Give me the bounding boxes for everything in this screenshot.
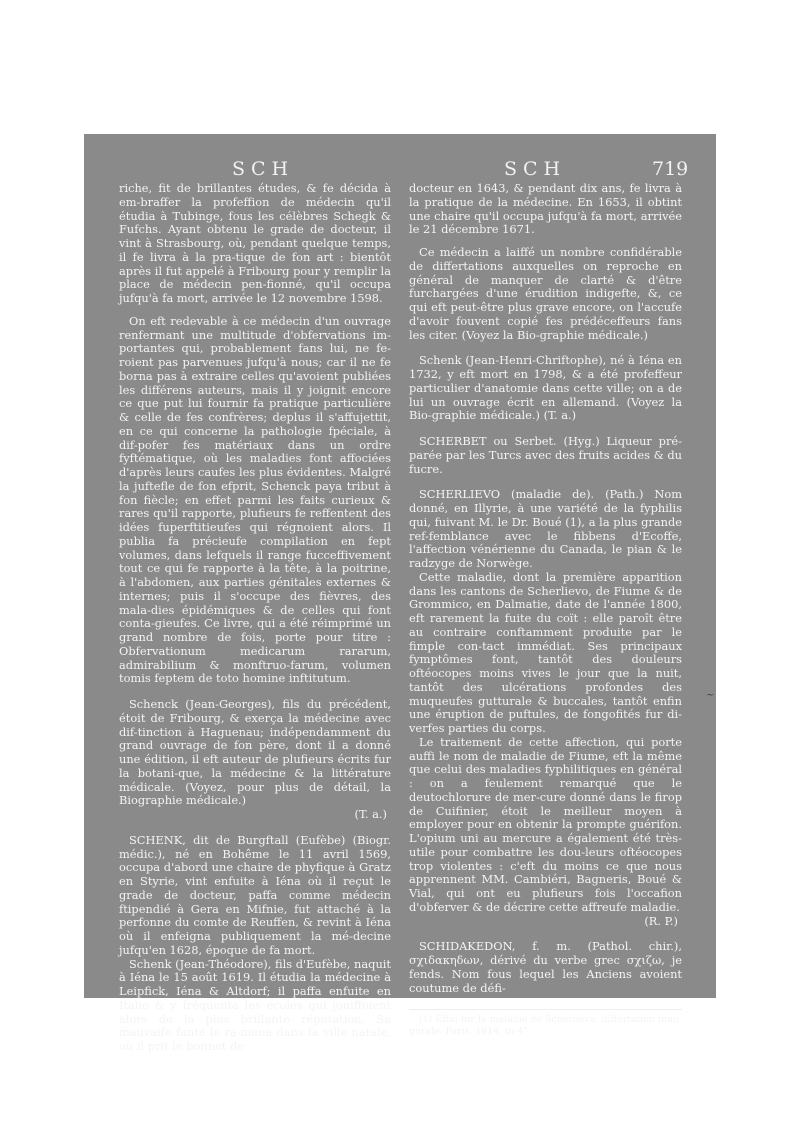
signature: (R. P.) <box>644 913 678 928</box>
entry-schenk-jean-henri: Schenk (Jean-Henri-Chriftophe), né à Iéna en 1732, y eft mort en 1798, & a été profeffeur particulier d'anatomie dans cette ville; on a de lui un ouvrage écrit en allemand. (Voyez la Bio-graphie médicale.) (T. a.) <box>409 353 682 423</box>
entry-scherbet: SCHERBET ou Serbet. (Hyg.) Liqueur pré-parée par les Turcs avec des fruits acides & du fucre. <box>409 434 682 476</box>
right-column <box>409 182 682 1047</box>
footnote-rule <box>409 1009 682 1010</box>
entry-schenk-eusebe: SCHENK, dit de Burgftall (Eufèbe) (Biogr. médic.), né en Bohême le 11 avril 1569, occupa d'abord une chaire de phyfique à Gratz en Styrie, vint enfuite à Iéna où il reçut le grade de docteur, paffa comme médecin ftipendié à Gera en Mifnie, fut attaché à la perfonne du comte de Reuffen, & revint à Iéna où il enfeigna publiquement la mé-decine jufqu'en 1628, époque de fa mort. <box>119 832 391 957</box>
left-column <box>119 182 391 1054</box>
footnote: (1) Effai fur la maladie de Scherlievo, differtation inau-gurale. Paris, 1814, in-4°. <box>409 1014 682 1038</box>
running-head-left: SCH <box>232 158 295 180</box>
paragraph-scherlievo-origin: Cette maladie, dont la première apparition dans les cantons de Scherlievo, de Fiume & de Grommico, en Dalmatie, date de l'année 1800, eft rarement la fuite du coït : elle paroît être au contraire conftamment produite par le fimple con-tact immédiat. Ses principaux fymptômes font, tantôt des douleurs oftéocopes moins vives le jour que la nuit, tantôt des ulcérations profondes des muqueufes gutturale & buccales, tantôt enfin une éruption de puftules, de fongofités fur di-verfes parties du corps. <box>409 569 682 735</box>
entry-schenck-jean-georges: Schenck (Jean-Georges), fils du précédent, étoit de Fribourg, & exerça la médecine avec dif-tinction à Haguenau; indépendamment du grand ouvrage de fon père, dont il a donné une édition, il eft auteur de plufieurs écrits fur la botani-que, la médecine & la littérature médicale. (Voyez, pour plus de détail, la Biographie médicale.) <box>119 697 391 808</box>
margin-mark: ~ <box>706 690 715 701</box>
entry-schenk-jean-theodore: Schenk (Jean-Théodore), fils d'Eufèbe, naquit à Iéna le 15 août 1619. Il étudia la médecine à Leipfick, Iéna & Altdorf; il paffa enfuite en Italie & y fréquenta les écoles qui jouiffoient alors de la plus brillante réputation. Sa mauvaife fanté le ra-mena dans fa ville natale, où il prit le bonnet de <box>119 956 391 1053</box>
paragraph-schenck-work: On eft redevable à ce médecin d'un ouvrage renfermant une multitude d'obfervations im-portantes qui, probablement fans lui, ne fe-roient pas parvenues jufqu'à nous; car il ne fe borna pas à extraire celles qu'avoient publiées les différens auteurs, mais il y joignit encore ce que put lui fournir fa pratique particulière & celle de fes confrères; deplus il s'affujettit, en ce qui concerne la pathologie fpéciale, à dif-pofer fes matériaux dans un ordre fyftématique, où les maladies font affociées d'après leurs caufes les plus évidentes. Malgré la juftefle de fon efprit, Schenck paya tribut à fon fiècle; en effet parmi les faits curieux & rares qu'il rapporte, plufieurs fe reffentent des idées fuperftitieufes qui régnoient alors. Il publia fa précieufe compilation en fept volumes, dans lefquels il range fucceffivement tout ce qui fe rapporte à la tête, à la poitrine, à l'abdomen, aux parties génitales externes & internes; puis il s'occupe des fièvres, des mala-dies épidémiques & de celles qui font conta-gieufes. Ce livre, qui a été réimprimé un grand nombre de fois, porte pour titre : Obfervationum medicarum rararum, admirabilium & monftruo-farum, volumen tomis feptem de toto homine inftitutum. <box>119 313 391 686</box>
entry-scherlievo: SCHERLIEVO (maladie de). (Path.) Nom donné, en Illyrie, à une variété de la fyphilis qui, fuivant M. le Dr. Boué (1), a la plus grande ref-femblance avec le fibbens d'Ecoffe, l'affection vénérienne du Canada, le pian & le radzyge de Norwège. <box>409 487 682 570</box>
scanned-page <box>84 134 716 1053</box>
paragraph-continuation: riche, fit de brillantes études, & fe décida à em-braffer la profeffion de médecin qu'il étudia à Tubinge, fous les célèbres Schegk & Fufchs. Ayant obtenu le grade de docteur, il vint à Strasbourg, où, pendant quelque temps, il fe livra à la pra-tique de fon art : bientôt après il fut appelé à Fribourg pour y remplir la place de médecin pen-fionné, qu'il occupa jufqu'à fa mort, arrivée le 12 novembre 1598. <box>119 181 391 305</box>
paragraph-scherlievo-treatment: Le traitement de cette affection, qui porte auffi le nom de maladie de Fiume, eft la même que celui des maladies fyphilitiques en général : on a feulement remarqué que le deutochlorure de mer-cure donné dans le firop de Cuifinier, étoit le meilleur moyen à employer pour en obtenir la prompte guérifon. L'opium uni au mercure a également été très-utile pour combattre les dou-leurs oftéocopes trop violentes : c'eft du moins ce que nous apprennent MM. Cambiéri, Bagneris, Boué & Vial, qui ont eu plufieurs fois l'occafion d'obferver & de décrire cette affreufe maladie. <box>409 734 682 914</box>
paragraph-continuation: docteur en 1643, & pendant dix ans, fe livra à la pratique de la médecine. En 1653, il obtint une chaire qu'il occupa jufqu'à fa mort, arrivée le 21 décembre 1671. <box>409 181 682 237</box>
page-number: 719 <box>652 158 689 180</box>
running-head-right: SCH <box>504 158 567 180</box>
signature: (T. a.) <box>354 807 387 821</box>
entry-schidakedon: SCHIDAKEDON, f. m. (Pathol. chir.), σχιδακηδων, dérivé du verbe grec σχιζω, je fends. Nom fous lequel les Anciens avoient coutume de défi- <box>409 939 682 995</box>
paragraph-dissertations: Ce médecin a laiffé un nombre confidérable de differtations auxquelles on reproche en général de manquer de clarté & d'être furchargées d'une érudition indigefte, &, ce qui eft peut-être plus grave encore, on l'accufe d'avoir fouvent copié fes prédéceffeurs fans les citer. (Voyez la Bio-graphie médicale.) <box>409 245 682 342</box>
